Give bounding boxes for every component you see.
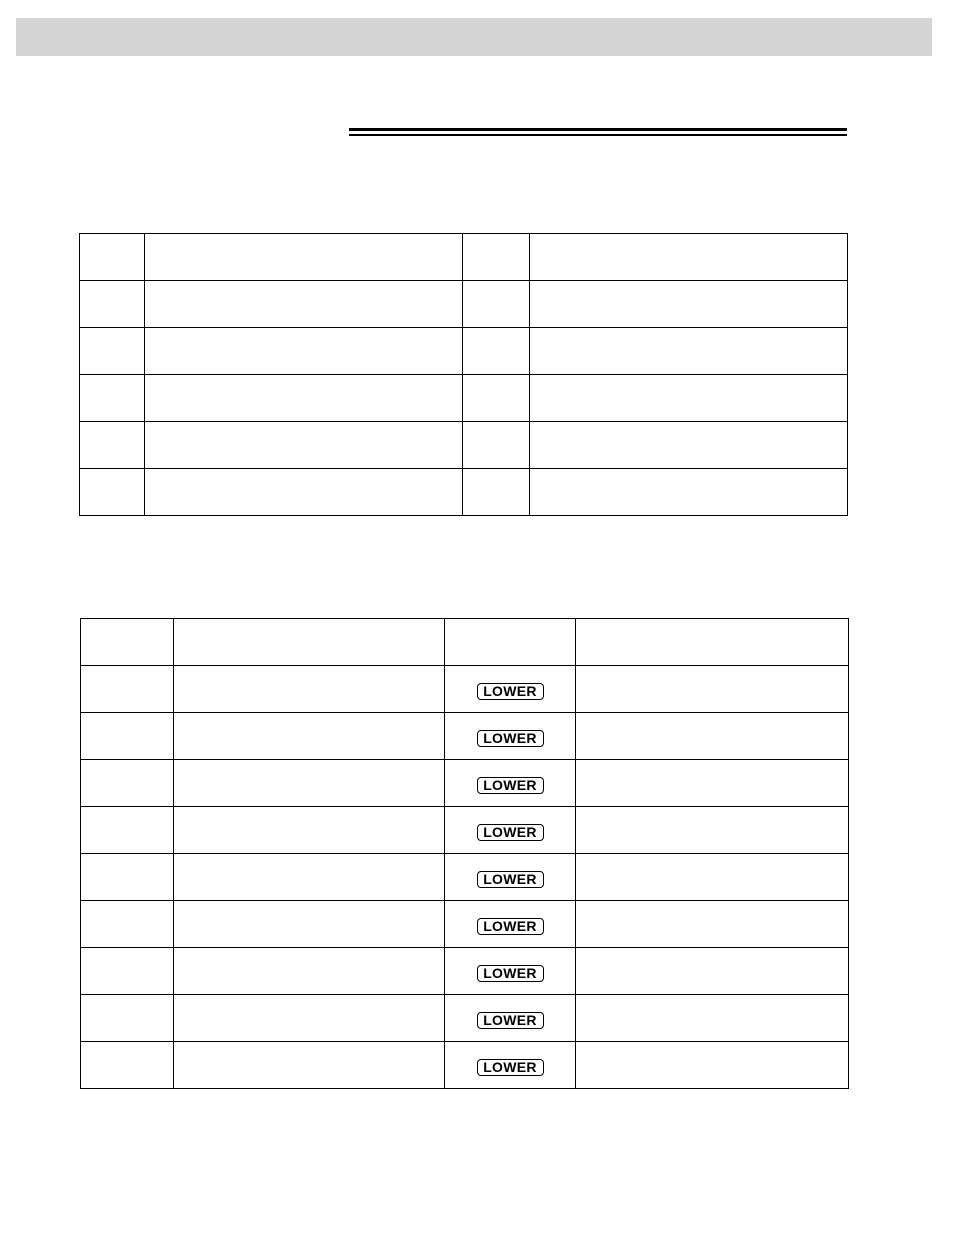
lower-key-label: LOWER bbox=[477, 824, 544, 841]
table-row bbox=[81, 948, 849, 995]
key-cell bbox=[445, 948, 576, 995]
table-cell bbox=[530, 234, 848, 281]
table-cell bbox=[174, 995, 445, 1042]
key-cell bbox=[445, 666, 576, 713]
table-cell bbox=[145, 328, 463, 375]
table-cell bbox=[576, 948, 849, 995]
table-cell bbox=[145, 422, 463, 469]
table-cell bbox=[80, 328, 145, 375]
table-cell bbox=[81, 1042, 174, 1089]
title-double-rule bbox=[349, 128, 847, 137]
table-cell bbox=[463, 422, 530, 469]
table-cell bbox=[145, 281, 463, 328]
lower-key-label: LOWER bbox=[477, 918, 544, 935]
lower-key-label: LOWER bbox=[477, 683, 544, 700]
key-cell bbox=[445, 1042, 576, 1089]
table-cell bbox=[80, 375, 145, 422]
table-cell bbox=[530, 469, 848, 516]
table-row bbox=[81, 854, 849, 901]
table-cell bbox=[81, 901, 174, 948]
key-cell bbox=[445, 995, 576, 1042]
key-cell bbox=[445, 854, 576, 901]
table-row bbox=[81, 760, 849, 807]
key-table bbox=[80, 618, 849, 1089]
table-cell bbox=[576, 807, 849, 854]
table-row bbox=[80, 234, 848, 281]
table-cell bbox=[463, 234, 530, 281]
key-cell bbox=[445, 901, 576, 948]
table-cell bbox=[145, 375, 463, 422]
table-cell bbox=[80, 422, 145, 469]
table-cell bbox=[174, 901, 445, 948]
table-cell bbox=[81, 713, 174, 760]
table-cell bbox=[576, 995, 849, 1042]
table-row bbox=[80, 469, 848, 516]
table-cell bbox=[81, 807, 174, 854]
title-rule-thin-line bbox=[349, 134, 847, 136]
table-cell bbox=[445, 619, 576, 666]
lower-key-label: LOWER bbox=[477, 730, 544, 747]
table-cell bbox=[576, 666, 849, 713]
table-row bbox=[80, 375, 848, 422]
table-cell bbox=[530, 328, 848, 375]
lower-key-label: LOWER bbox=[477, 871, 544, 888]
table-cell bbox=[145, 469, 463, 516]
table-cell bbox=[80, 281, 145, 328]
table-row bbox=[81, 713, 849, 760]
table-cell bbox=[463, 469, 530, 516]
key-cell bbox=[445, 760, 576, 807]
first-table bbox=[79, 233, 848, 516]
table-row bbox=[80, 328, 848, 375]
table-cell bbox=[576, 1042, 849, 1089]
table-row bbox=[81, 901, 849, 948]
title-rule-thick-line bbox=[349, 128, 847, 131]
table-cell bbox=[530, 422, 848, 469]
table-cell bbox=[530, 281, 848, 328]
table-cell bbox=[174, 854, 445, 901]
table-cell bbox=[576, 901, 849, 948]
table-row bbox=[81, 1042, 849, 1089]
table-row bbox=[81, 995, 849, 1042]
table-cell bbox=[80, 234, 145, 281]
table-header-row bbox=[81, 619, 849, 666]
lower-key-label: LOWER bbox=[477, 777, 544, 794]
table-cell bbox=[174, 619, 445, 666]
table-cell bbox=[81, 854, 174, 901]
table-row bbox=[81, 807, 849, 854]
key-cell bbox=[445, 807, 576, 854]
table-cell bbox=[576, 713, 849, 760]
table-cell bbox=[174, 713, 445, 760]
table-cell bbox=[576, 760, 849, 807]
table-cell bbox=[463, 375, 530, 422]
lower-key-label: LOWER bbox=[477, 965, 544, 982]
table-cell bbox=[463, 281, 530, 328]
key-cell bbox=[445, 713, 576, 760]
table-row bbox=[81, 666, 849, 713]
table-cell bbox=[174, 1042, 445, 1089]
lower-key-label: LOWER bbox=[477, 1012, 544, 1029]
table-cell bbox=[81, 995, 174, 1042]
table-cell bbox=[530, 375, 848, 422]
table-cell bbox=[80, 469, 145, 516]
table-cell bbox=[463, 328, 530, 375]
table-cell bbox=[174, 760, 445, 807]
table-cell bbox=[174, 948, 445, 995]
table-cell bbox=[174, 807, 445, 854]
table-cell bbox=[81, 760, 174, 807]
table-cell bbox=[81, 666, 174, 713]
table-cell bbox=[81, 948, 174, 995]
table-cell bbox=[576, 619, 849, 666]
table-row bbox=[80, 281, 848, 328]
table-cell bbox=[174, 666, 445, 713]
header-band bbox=[16, 18, 932, 56]
table-cell bbox=[81, 619, 174, 666]
table-row bbox=[80, 422, 848, 469]
lower-key-label: LOWER bbox=[477, 1059, 544, 1076]
table-cell bbox=[145, 234, 463, 281]
table-cell bbox=[576, 854, 849, 901]
